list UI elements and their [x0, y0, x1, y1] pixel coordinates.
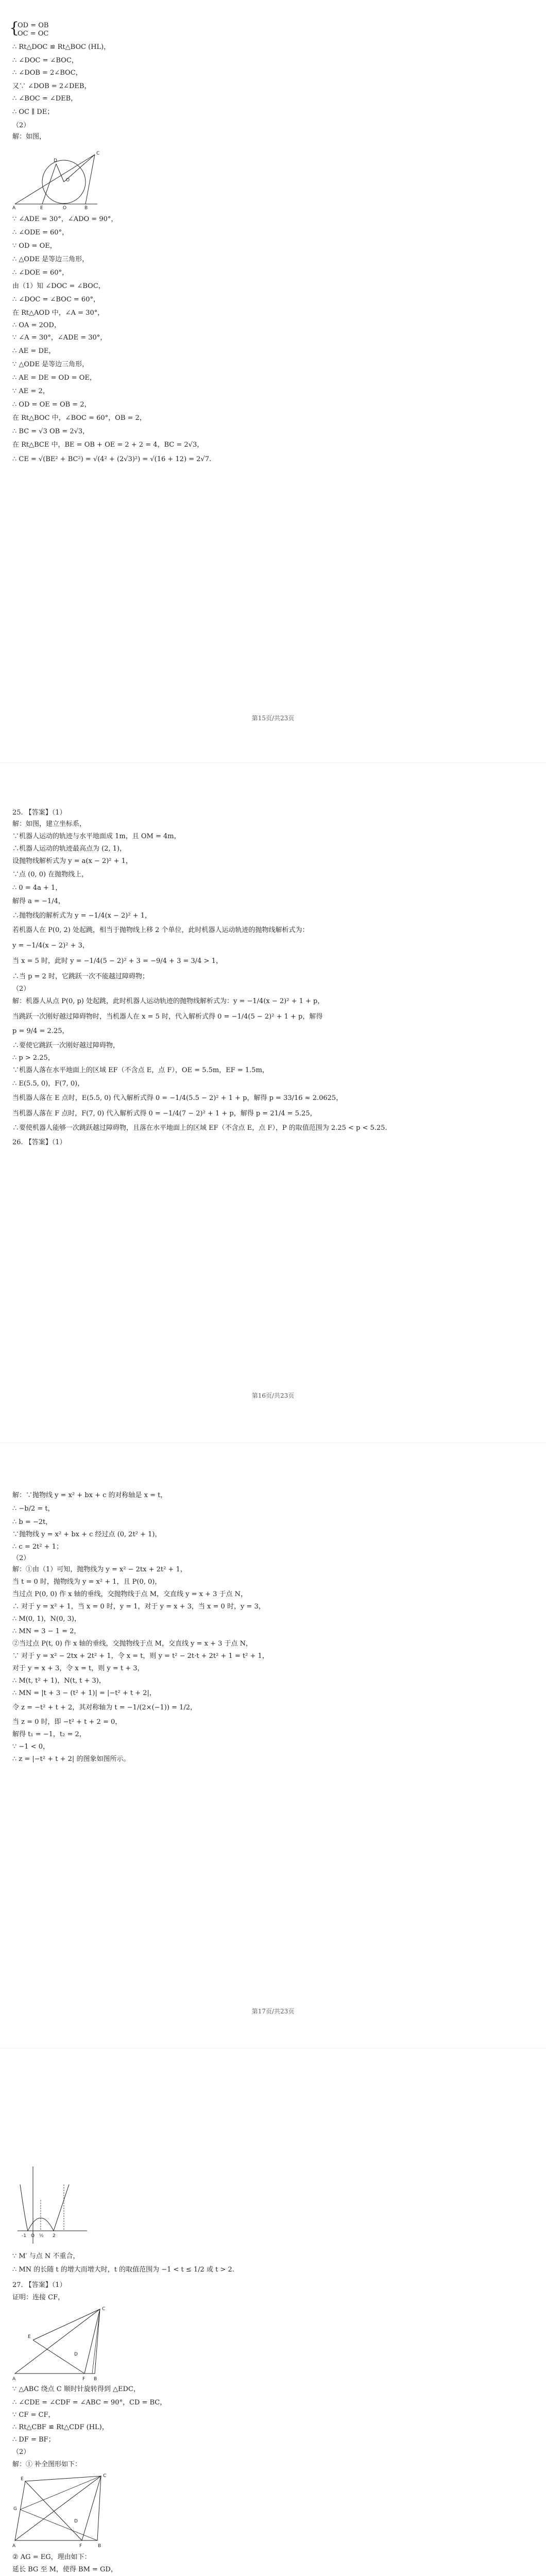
text-line: ∴ ∠ODE = 60°，: [12, 229, 69, 236]
text-line: 令 z = −t² + t + 2，其对称轴为 t = −1/(2×(−1)) = 1/2，: [12, 1704, 197, 1711]
text-line: ∴ CE = √(BE² + BC²) = √(4² + (2√3)²) = √(16 + 12) = 2√7.: [12, 455, 212, 463]
text-line: ∵机器人落在水平地面上的区域 EF（不含点 E，点 F），OE = 5.5m，EF = 1.5m，: [12, 1066, 269, 1074]
text-line: 由（1）知 ∠DOC = ∠BOC，: [12, 282, 105, 290]
text-line: ∴ c = 2t² + 1；: [12, 1543, 63, 1551]
text-line: 27. 【答案】（1）: [12, 2281, 66, 2289]
function-graph: [12, 2164, 90, 2246]
text-line: （2）: [12, 122, 30, 129]
text-line: ∴ ∠DOC = ∠BOC，: [12, 57, 78, 64]
text-line: ∴ ∠DOC = ∠BOC = 60°，: [12, 296, 100, 303]
rotation-figure-2: [12, 2471, 126, 2548]
text-line: ∵ △ABC 绕点 C 顺时针旋转得到 △EDC，: [12, 2385, 140, 2393]
text-line: ∴ M(t, t² + 1)，N(t, t + 3)，: [12, 1677, 106, 1685]
text-line: 在 Rt△AOD 中，∠A = 30°，: [12, 309, 105, 317]
svg-text:A: A: [12, 2377, 16, 2382]
text-line: ∵机器人运动的轨迹与水平地面成 1m，且 OM = 4m，: [12, 833, 181, 840]
text-line: ∵抛物线 y = x² + bx + c 经过点 (0, 2t² + 1)，: [12, 1531, 162, 1538]
text-line: ∴要使机器人能够一次跳跃越过障碍物，且落在水平地面上的区域 EF（不含点 E，点 F），P 的取值范围为 2.25 < p < 5.25.: [12, 1124, 387, 1132]
page-18: [0, 2164, 546, 2576]
page-16: [0, 809, 546, 1582]
text-line: 延长 BG 至 M，使得 BM = GD，: [12, 2566, 117, 2573]
system-brace: {: [9, 19, 20, 37]
text-line: ∵ CF = CF，: [12, 2411, 55, 2419]
page-divider: [0, 762, 546, 763]
text-line: ∴ MN 的长随 t 的增大而增大时，t 的取值范围为 −1 < t ≤ 1/2 或 t > 2.: [12, 2266, 234, 2274]
svg-text:A: A: [12, 2544, 16, 2549]
text-line: OC = OC: [18, 30, 49, 38]
svg-text:B: B: [84, 206, 88, 211]
text-line: ∴ AE = DE = OD = OE，: [12, 374, 96, 382]
rotation-figure-1: [12, 2304, 126, 2381]
svg-text:D: D: [74, 2352, 78, 2357]
svg-text:F: F: [82, 2377, 86, 2382]
text-line: 26. 【答案】（1）: [12, 1139, 66, 1146]
text-line: 解：如图，建立坐标系，: [12, 820, 87, 828]
text-line: ∴ −b/2 = t，: [12, 1505, 55, 1513]
svg-text:B: B: [94, 2377, 97, 2382]
svg-text:O: O: [63, 206, 67, 211]
page-footer: 第16页/共23页: [251, 1392, 295, 1399]
text-line: 当跳跃一次刚好越过障碍物时，当机器人在 x = 5 时，代入解析式得 0 = −1/4(5 − 2)² + 1 + p，解得: [12, 1013, 323, 1021]
text-line: ∴ 对于 y = x² + 1，当 x = 0 时，y = 1，对于 y = x + 3，当 x = 0 时，y = 3，: [12, 1603, 265, 1611]
text-line: ∵ M′ 与点 N 不重合，: [12, 2252, 80, 2260]
text-line: ∴ ∠BOC = ∠DEB，: [12, 95, 78, 103]
text-line: 解：∵抛物线 y = x² + bx + c 的对称轴是 x = t，: [12, 1492, 167, 1499]
text-line: ∵ AE = 2，: [12, 387, 49, 395]
text-line: 25. 【答案】（1）: [12, 809, 66, 817]
text-line: 对于 y = x + 3，令 x = t，则 y = t + 3，: [12, 1665, 144, 1672]
text-line: ∴ ∠DOE = 60°，: [12, 269, 69, 277]
svg-text:O: O: [31, 2233, 35, 2239]
text-line: ∴ DF = BF；: [12, 2436, 55, 2444]
svg-text:F: F: [79, 2544, 82, 2549]
svg-text:G: G: [13, 2506, 17, 2512]
text-line: ∵ ∠A = 30°，∠ADE = 30°，: [12, 334, 107, 342]
text-line: 解：① 补全图形如下：: [12, 2461, 82, 2468]
text-line: 在 Rt△BOC 中，∠BOC = 60°，OB = 2，: [12, 414, 146, 422]
text-line: ∴ ∠CDE = ∠CDF = ∠ABC = 90°，CD = BC，: [12, 2399, 167, 2406]
svg-text:B: B: [98, 2544, 101, 2549]
text-line: ∴要使它跳跃一次刚好越过障碍物，: [12, 1042, 120, 1049]
svg-text:O: O: [66, 178, 70, 183]
text-line: 若机器人在 P(0, 2) 处起跳，相当于抛物线上移 2 个单位，此时机器人运动轨迹的抛物线解析式为：: [12, 926, 309, 934]
page-footer: 第17页/共23页: [251, 2008, 295, 2015]
text-line: 设抛物线解析式为 y = a(x − 2)² + 1，: [12, 857, 132, 865]
text-line: （2）: [12, 985, 30, 993]
svg-text:2: 2: [53, 2233, 56, 2239]
page-footer: 第15页/共23页: [251, 715, 295, 722]
svg-text:C: C: [96, 151, 100, 156]
text-line: ∴ b = −2t，: [12, 1518, 53, 1526]
text-line: 解得 t₁ = −1，t₂ = 2，: [12, 1731, 86, 1738]
text-line: ∴机器人运动的轨迹最高点为 (2, 1)，: [12, 845, 127, 853]
text-line: OD = OB: [18, 22, 49, 29]
geometry-figure-circle: [12, 143, 105, 210]
text-line: y = −1/4(x − 2)² + 3，: [12, 942, 89, 950]
svg-text:E: E: [21, 2477, 24, 2482]
text-line: ∴ E(5.5, 0)，F(7, 0)，: [12, 1080, 84, 1088]
text-line: 解：机器人从点 P(0, p) 处起跳，此时机器人运动轨迹的抛物线解析式为：y = −1/4(x − 2)² + 1 + p，: [12, 997, 325, 1005]
text-line: 当机器人落在 E 点时，E(5.5, 0) 代入解析式得 0 = −1/4(5.5 − 2)² + 1 + p，解得 p = 33/16 ≈ 2.0625，: [12, 1094, 343, 1102]
svg-text:E: E: [28, 2334, 31, 2340]
page-15: [0, 0, 546, 809]
text-line: （2）: [12, 2448, 30, 2456]
text-line: 解：①由（1）可知，抛物线为 y = x² − 2tx + 2t² + 1，: [12, 1566, 187, 1573]
text-line: ∵ 对于 y = x² − 2tx + 2t² + 1，令 x = t，则 y = t² − 2t·t + 2t² + 1 = t² + 1，: [12, 1652, 269, 1660]
text-line: 当机器人落在 F 点时，F(7, 0) 代入解析式得 0 = −1/4(7 − 2)² + 1 + p，解得 p = 21/4 = 5.25，: [12, 1110, 317, 1117]
text-line: 当 t = 0 时，抛物线为 y = x² + 1，且 P(0, 0)，: [12, 1578, 162, 1586]
svg-text:C: C: [102, 2307, 106, 2312]
text-line: ∴ BC = √3 OB = 2√3，: [12, 428, 90, 435]
text-line: ∴ △ODE 是等边三角形，: [12, 256, 89, 263]
text-line: 证明：连接 CF，: [12, 2294, 65, 2301]
text-line: ∴ ∠DOB = 2∠BOC，: [12, 69, 82, 77]
text-line: ∵ ∠ADE = 30°，∠ADO = 90°，: [12, 215, 118, 223]
text-line: ∵点 (0, 0) 在抛物线上，: [12, 871, 89, 878]
text-line: 当过点 P(0, 0) 作 x 轴的垂线，交抛物线于点 M，交直线 y = x + 3 于点 N，: [12, 1590, 248, 1598]
text-line: ②当过点 P(t, 0) 作 x 轴的垂线，交抛物线于点 M，交直线 y = x + 3 于点 N，: [12, 1640, 252, 1648]
text-line: 当 x = 5 时，此时 y = −1/4(5 − 2)² + 3 = −9/4 + 3 = 3/4 > 1，: [12, 957, 223, 965]
text-line: ∴ OA = 2OD，: [12, 321, 61, 329]
svg-text:E: E: [40, 206, 43, 211]
text-line: ∴抛物线的解析式为 y = −1/4(x − 2)² + 1，: [12, 912, 151, 920]
text-line: ∴ p > 2.25，: [12, 1054, 55, 1062]
svg-text:D: D: [54, 158, 57, 163]
text-line: ∴ M(0, 1)，N(0, 3)，: [12, 1615, 81, 1623]
text-line: ∴ OC ∥ DE；: [12, 108, 54, 116]
svg-text:-1: -1: [22, 2233, 26, 2239]
text-line: ∴ Rt△CBF ≌ Rt△CDF (HL)，: [12, 2424, 109, 2431]
svg-text:½: ½: [39, 2233, 44, 2239]
page-17: [0, 1492, 546, 2058]
svg-text:C: C: [103, 2473, 107, 2479]
text-line: ∴ z = |−t² + t + 2| 的图象如图所示。: [12, 1755, 130, 1763]
text-line: ② AG = EG，理由如下：: [12, 2553, 91, 2561]
svg-text:D: D: [74, 2519, 78, 2524]
text-line: （2）: [12, 1554, 30, 1562]
text-line: 解：如图，: [12, 133, 46, 141]
text-line: 解得 a = −1/4，: [12, 897, 65, 905]
text-line: ∴ AE = DE，: [12, 347, 56, 355]
text-line: ∵ △ODE 是等边三角形，: [12, 361, 89, 368]
text-line: ∴ MN = 3 − 1 = 2，: [12, 1628, 81, 1635]
text-line: p = 9/4 = 2.25，: [12, 1027, 69, 1035]
text-line: 又∵ ∠DOB = 2∠DEB，: [12, 82, 91, 90]
text-line: ∵ −1 < 0，: [12, 1743, 49, 1751]
text-line: ∴ 0 = 4a + 1，: [12, 884, 62, 892]
text-line: 当 z = 0 时，即 −t² + t + 2 = 0，: [12, 1718, 122, 1726]
text-line: 在 Rt△BCE 中，BE = OB + OE = 2 + 2 = 4，BC = 2√3，: [12, 441, 204, 449]
svg-text:A: A: [12, 206, 16, 211]
text-line: ∵ OD = OE，: [12, 242, 57, 250]
text-line: ∴ MN = |t + 3 − (t² + 1)| = |−t² + t + 2|，: [12, 1689, 156, 1697]
text-line: ∴当 p = 2 时，它跳跃一次不能越过障碍物；: [12, 973, 149, 980]
text-line: ∴ OD = OE = OB = 2，: [12, 401, 91, 409]
text-line: ∴ Rt△DOC ≌ Rt△BOC (HL)，: [12, 43, 111, 51]
